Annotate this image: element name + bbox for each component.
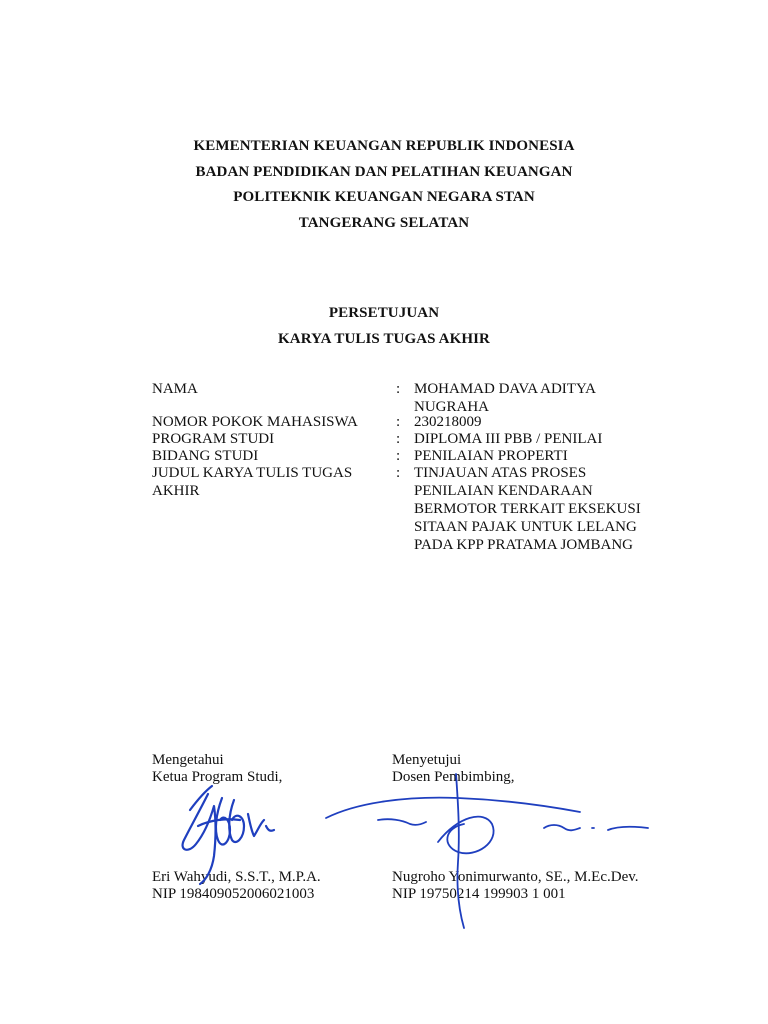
thesis-heading: KARYA TULIS TUGAS AKHIR bbox=[278, 331, 490, 347]
signatory-left bbox=[152, 752, 282, 786]
field-value: TINJAUAN ATAS PROSES PENILAIAN KENDARAAN BERMOTOR TERKAIT EKSEKUSI SITAAN PAJAK UNTUK LELANG PADA KPP PRATAMA JOMBANG bbox=[414, 465, 641, 553]
signatory-left-identity bbox=[152, 869, 321, 903]
field-label: JUDUL KARYA TULIS TUGAS AKHIR bbox=[152, 465, 353, 499]
field-label: NAMA bbox=[152, 381, 198, 397]
signatory-nip: NIP 198409052006021003 bbox=[152, 886, 315, 902]
agency-name: BADAN PENDIDIKAN DAN PELATIHAN KEUANGAN bbox=[195, 164, 573, 180]
signatory-caption: Mengetahui bbox=[152, 752, 224, 768]
field-label: BIDANG STUDI bbox=[152, 448, 259, 464]
institution-name: POLITEKNIK KEUANGAN NEGARA STAN bbox=[233, 189, 535, 205]
signatory-role: Dosen Pembimbing, bbox=[392, 769, 515, 785]
institution-city: TANGERANG SELATAN bbox=[298, 215, 470, 231]
field-label: PROGRAM STUDI bbox=[152, 431, 275, 447]
approval-heading: PERSETUJUAN bbox=[328, 305, 440, 321]
field-colon: : bbox=[396, 381, 401, 397]
field-value: MOHAMAD DAVA ADITYA NUGRAHA bbox=[414, 381, 596, 415]
signatory-role: Ketua Program Studi, bbox=[152, 769, 283, 785]
field-value: 230218009 bbox=[414, 414, 482, 430]
signatory-right bbox=[392, 752, 515, 786]
signatory-right-identity bbox=[392, 869, 639, 903]
signatory-name: Eri Wahyudi, S.S.T., M.P.A. bbox=[152, 869, 321, 885]
right-signature-image bbox=[318, 772, 658, 932]
signatory-name: Nugroho Yonimurwanto, SE., M.Ec.Dev. bbox=[392, 869, 639, 885]
field-value: DIPLOMA III PBB / PENILAI bbox=[414, 431, 603, 447]
field-colon: : bbox=[396, 414, 401, 430]
signatory-nip: NIP 19750214 199903 1 001 bbox=[392, 886, 566, 902]
field-value: PENILAIAN PROPERTI bbox=[414, 448, 568, 464]
field-colon: : bbox=[396, 448, 401, 464]
ministry-name: KEMENTERIAN KEUANGAN REPUBLIK INDONESIA bbox=[193, 138, 575, 154]
signatory-caption: Menyetujui bbox=[392, 752, 462, 768]
field-colon: : bbox=[396, 431, 401, 447]
field-label: NOMOR POKOK MAHASISWA bbox=[152, 414, 358, 430]
field-colon: : bbox=[396, 465, 401, 481]
